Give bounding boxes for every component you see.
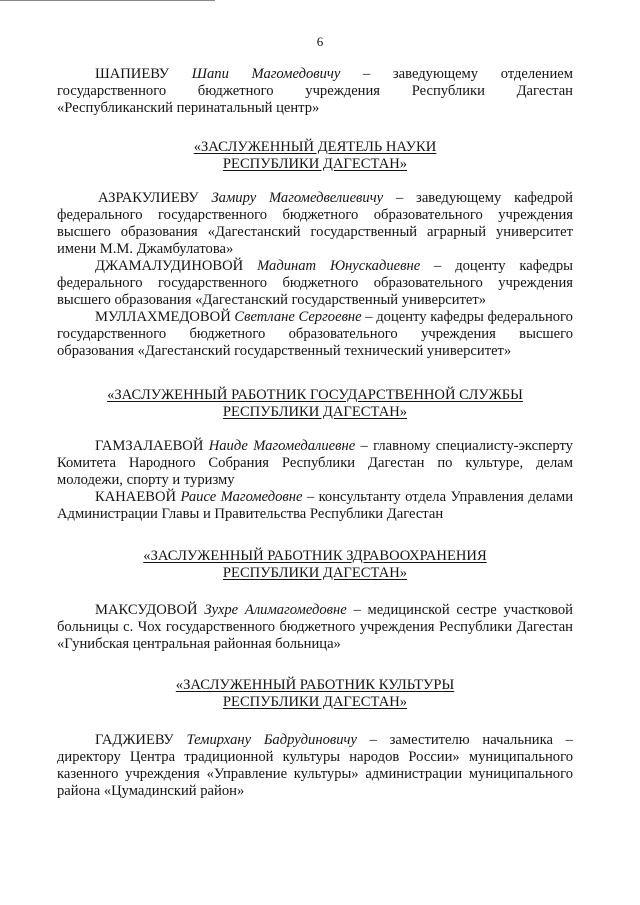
award-title-line-2: РЕСПУБЛИКИ ДАГЕСТАН» bbox=[222, 565, 408, 581]
recipient-given-name: Зухре Алимагомедовне bbox=[204, 602, 347, 618]
award-title-line-2: РЕСПУБЛИКИ ДАГЕСТАН» bbox=[222, 404, 408, 420]
recipient-given-name: Наиде Магомедалиевне bbox=[208, 438, 356, 454]
award-entry bbox=[57, 732, 573, 800]
award-title bbox=[57, 677, 573, 711]
recipient-position: – заведующему отделением государственного бюджетного учреждения Республики Дагестан «Республиканский перинатальный центр» bbox=[57, 66, 573, 116]
award-title-line-2: РЕСПУБЛИКИ ДАГЕСТАН» bbox=[222, 694, 408, 710]
award-title bbox=[57, 387, 573, 421]
document-body bbox=[57, 66, 573, 800]
recipient-position: – главному специалисту-эксперту Комитета Народного Собрания Республики Дагестан по культуре, делам молодежи, спорту и туризму bbox=[57, 438, 573, 488]
award-entry bbox=[57, 309, 573, 360]
recipient-position: – консультанту отдела Управления делами Администрации Главы и Правительства Республики Дагестан bbox=[57, 489, 574, 522]
recipient-position: – доценту кафедры федерального государственного бюджетного образовательного учреждения высшего образования «Дагестанский государственный университет» bbox=[57, 258, 573, 308]
award-title-line-1: «ЗАСЛУЖЕННЫЙ РАБОТНИК ГОСУДАРСТВЕННОЙ СЛУЖБЫ bbox=[107, 387, 523, 403]
recipient-surname: ДЖАМАЛУДИНОВОЙ bbox=[95, 258, 244, 274]
recipient-surname: ГАДЖИЕВУ bbox=[95, 732, 174, 748]
award-title bbox=[57, 139, 573, 173]
award-entry bbox=[57, 190, 573, 258]
award-entry bbox=[57, 258, 573, 309]
recipient-given-name: Раисе Магомедовне bbox=[180, 489, 303, 505]
recipient-given-name: Мадинат Юнускадиевне bbox=[257, 258, 421, 274]
recipient-position: – доценту кафедры федерального государственного бюджетного образовательного учреждения высшего образования «Дагестанский государственный технический университет» bbox=[57, 309, 573, 359]
recipient-surname: МАКСУДОВОЙ bbox=[95, 602, 198, 618]
recipient-given-name: Шапи Магомедовичу bbox=[191, 66, 341, 82]
recipient-given-name: Замиру Магомедвелиевичу bbox=[211, 190, 384, 206]
recipient-surname: КАНАЕВОЙ bbox=[95, 489, 177, 505]
recipient-position: – заведующему кафедрой федерального государственного бюджетного образовательного учреждения высшего образования «Дагестанский государственный аграрный университет имени М.М. Джамбулатова» bbox=[57, 190, 573, 257]
award-title-line-1: «ЗАСЛУЖЕННЫЙ ДЕЯТЕЛЬ НАУКИ bbox=[193, 139, 437, 155]
page-number: 6 bbox=[316, 34, 324, 49]
recipient-position: – медицинской сестре участковой больницы с. Чох государственного бюджетного учреждения Республики Дагестан «Гунибская центральная районная больница» bbox=[57, 602, 573, 652]
award-entry bbox=[57, 489, 573, 523]
award-title-line-1: «ЗАСЛУЖЕННЫЙ РАБОТНИК КУЛЬТУРЫ bbox=[175, 677, 455, 693]
recipient-surname: ШАПИЕВУ bbox=[95, 66, 170, 82]
recipient-surname: ГАМЗАЛАЕВОЙ bbox=[95, 438, 204, 454]
award-entry bbox=[57, 602, 573, 653]
recipient-position: – заместителю начальника – директору Центра традиционной культуры народов России» муниципального казенного учреждения «Управление культуры» администрации муниципального района «Цумадинский район» bbox=[57, 732, 573, 799]
award-entry bbox=[57, 66, 573, 117]
recipient-surname: МУЛЛАХМЕДОВОЙ bbox=[95, 309, 231, 325]
recipient-surname: АЗРАКУЛИЕВУ bbox=[98, 190, 199, 206]
recipient-given-name: Темирхану Бадрудиновичу bbox=[186, 732, 357, 748]
top-rule bbox=[0, 0, 215, 1]
award-entry bbox=[57, 438, 573, 489]
award-title bbox=[57, 548, 573, 582]
recipient-given-name: Светлане Сергоевне bbox=[234, 309, 362, 325]
award-title-line-2: РЕСПУБЛИКИ ДАГЕСТАН» bbox=[222, 156, 408, 172]
award-title-line-1: «ЗАСЛУЖЕННЫЙ РАБОТНИК ЗДРАВООХРАНЕНИЯ bbox=[143, 548, 487, 564]
